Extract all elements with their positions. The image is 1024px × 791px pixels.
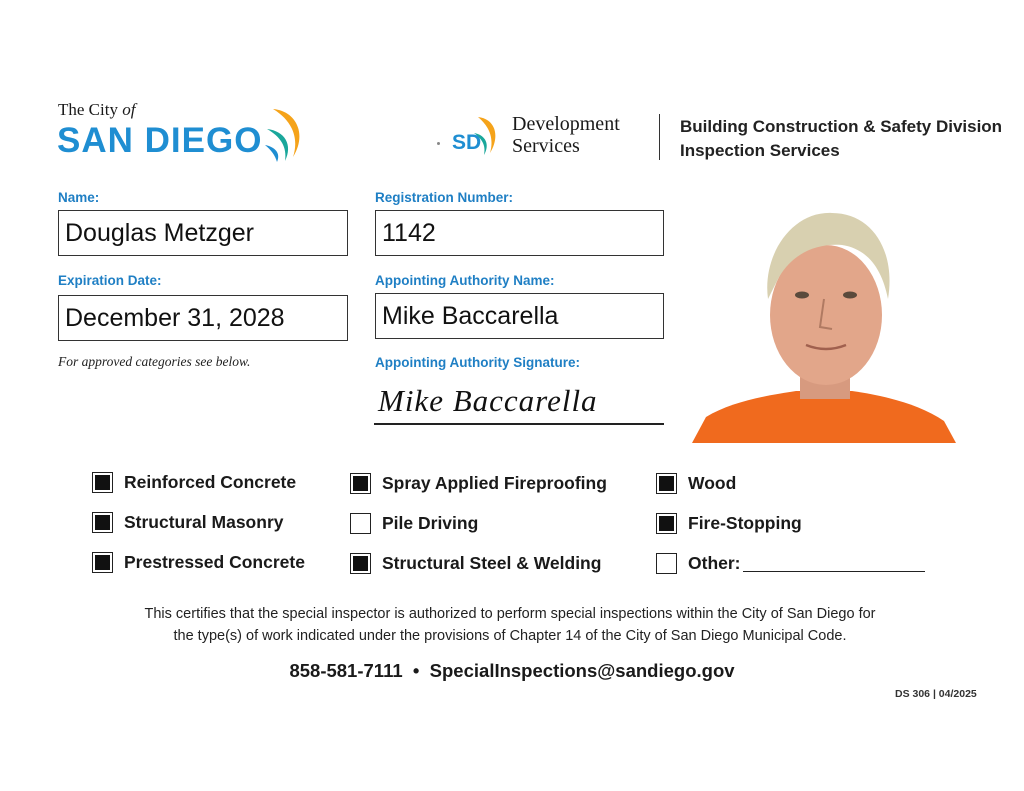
category-structural-steel-welding[interactable]: Structural Steel & Welding <box>350 553 601 574</box>
expiration-label: Expiration Date: <box>58 273 162 288</box>
signature-label: Appointing Authority Signature: <box>375 355 580 370</box>
checkbox-icon[interactable] <box>656 473 677 494</box>
registration-label: Registration Number: <box>375 190 514 205</box>
dsd-logo-text: Development Services <box>512 113 620 157</box>
registration-field: 1142 <box>375 210 664 256</box>
checkbox-icon[interactable] <box>350 553 371 574</box>
logo-dot <box>437 142 440 145</box>
form-number: DS 306 | 04/2025 <box>895 688 977 700</box>
checkbox-icon[interactable] <box>92 472 113 493</box>
city-logo-name: SAN DIEGO <box>57 121 263 160</box>
signature: Mike Baccarella <box>378 383 598 418</box>
bullet-separator: • <box>412 660 420 681</box>
category-spray-applied-fireproofing[interactable]: Spray Applied Fireproofing <box>350 473 607 494</box>
dsd-logo-abbr: SD <box>452 131 482 154</box>
expiration-field: December 31, 2028 <box>58 295 348 341</box>
category-wood[interactable]: Wood <box>656 473 736 494</box>
authority-label: Appointing Authority Name: <box>375 273 555 288</box>
checkbox-icon[interactable] <box>656 553 677 574</box>
signature-line <box>374 423 664 425</box>
name-label: Name: <box>58 190 100 205</box>
category-fire-stopping[interactable]: Fire-Stopping <box>656 513 802 534</box>
category-other[interactable]: Other: <box>656 553 925 574</box>
categories-note: For approved categories see below. <box>58 354 251 369</box>
city-logo-small-text: The City of <box>58 100 136 119</box>
phone-number: 858-581-7111 <box>289 660 403 681</box>
authority-field: Mike Baccarella <box>375 293 664 339</box>
contact-line <box>0 660 1024 682</box>
checkbox-icon[interactable] <box>350 513 371 534</box>
category-structural-masonry[interactable]: Structural Masonry <box>92 512 283 533</box>
checkbox-icon[interactable] <box>656 513 677 534</box>
category-reinforced-concrete[interactable]: Reinforced Concrete <box>92 472 296 493</box>
email-address: SpecialInspections@sandiego.gov <box>429 660 735 681</box>
category-pile-driving[interactable]: Pile Driving <box>350 513 478 534</box>
other-blank-line[interactable] <box>743 555 925 572</box>
checkbox-icon[interactable] <box>350 473 371 494</box>
checkbox-icon[interactable] <box>92 552 113 573</box>
header-divider <box>659 114 660 160</box>
name-field: Douglas Metzger <box>58 210 348 256</box>
category-prestressed-concrete[interactable]: Prestressed Concrete <box>92 552 305 573</box>
certification-text: This certifies that the special inspector is authorized to perform special inspections within the City of San Diego for the type(s) of work indicated under the provisions of Chapter 14 of the City of San Diego Municipal Code. <box>144 606 876 644</box>
inspector-photo <box>692 195 956 443</box>
city-logo-swoosh-icon <box>263 105 307 163</box>
division-title: Building Construction & Safety Division Inspection Services <box>680 117 1003 160</box>
checkbox-icon[interactable] <box>92 512 113 533</box>
